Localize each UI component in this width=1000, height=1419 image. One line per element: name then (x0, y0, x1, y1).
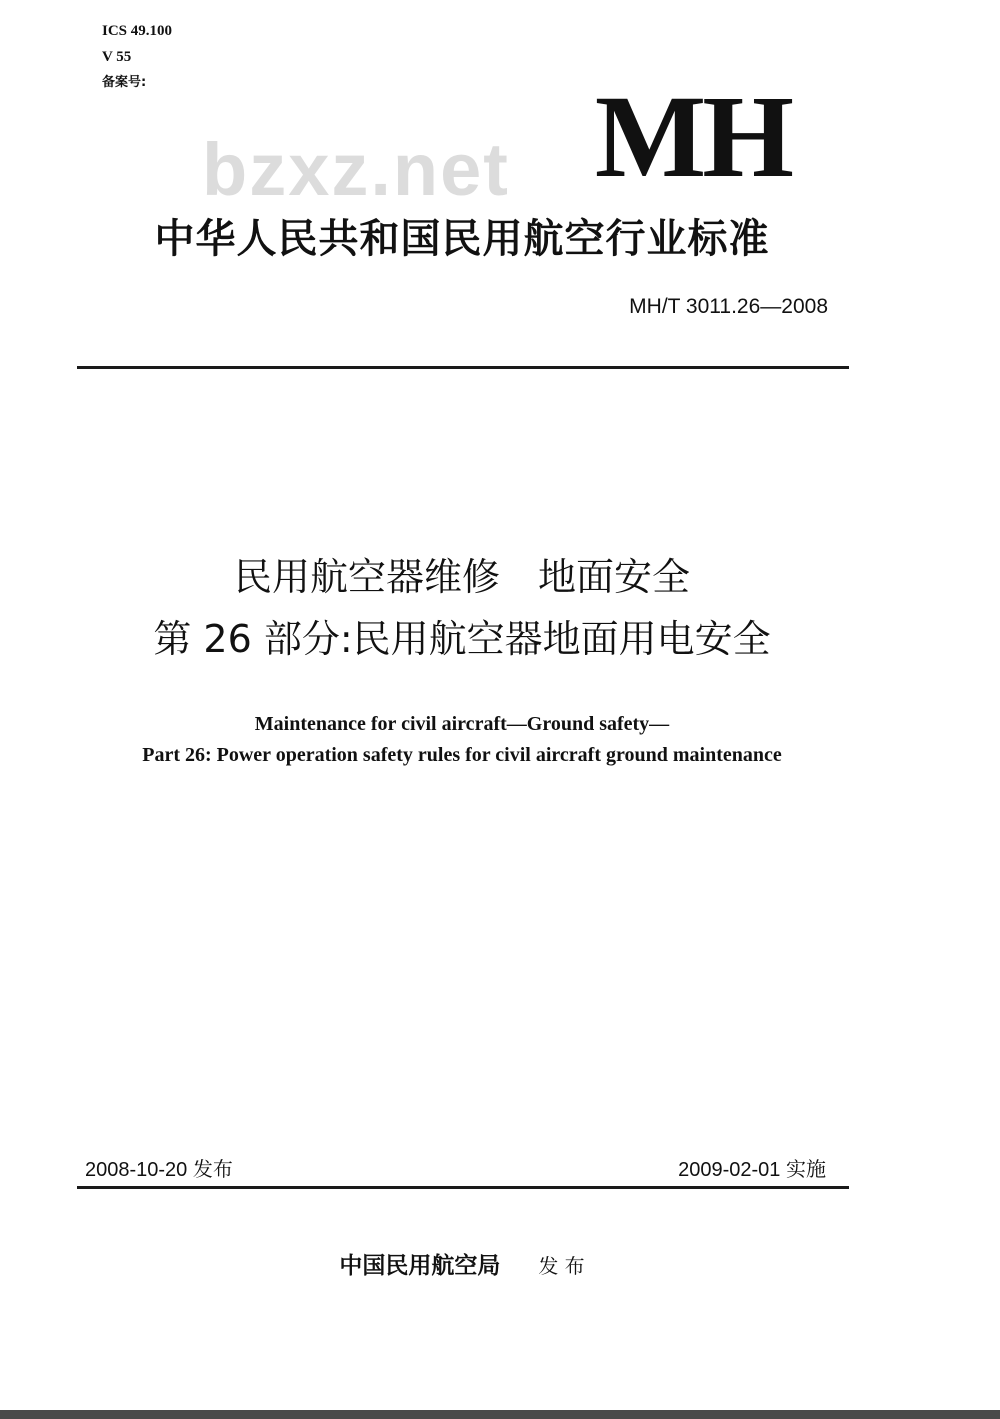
title-en-line2: Part 26: Power operation safety rules for civil aircraft ground maintenance (142, 744, 782, 766)
publisher (0, 1250, 924, 1282)
category-code: V 55 (102, 49, 132, 65)
title-cn-line1: 民用航空器维修 地面安全 (233, 555, 690, 599)
ics-code: ICS 49.100 (102, 23, 173, 39)
title-cn-line2: 第 26 部分:民用航空器地面用电安全 (153, 617, 771, 661)
issue-date: 2008-10-20 发布 (85, 1159, 233, 1181)
standard-number: MH/T 3011.26—2008 (629, 295, 828, 318)
publisher-action: 发 布 (538, 1254, 585, 1278)
title-en-line1: Maintenance for civil aircraft—Ground safety— (254, 713, 670, 735)
standard-name: 中华人民共和国民用航空行业标准 (154, 216, 770, 262)
page-bottom-edge (0, 1410, 1000, 1419)
watermark: bzxz.net (202, 128, 510, 211)
mh-logo-mark: MH (594, 71, 790, 202)
bottom-divider (77, 1186, 849, 1189)
effective-date: 2009-02-01 实施 (678, 1159, 826, 1181)
record-number-label: 备案号: (102, 75, 147, 90)
publisher-name: 中国民用航空局 (339, 1253, 501, 1279)
top-divider (77, 366, 849, 369)
